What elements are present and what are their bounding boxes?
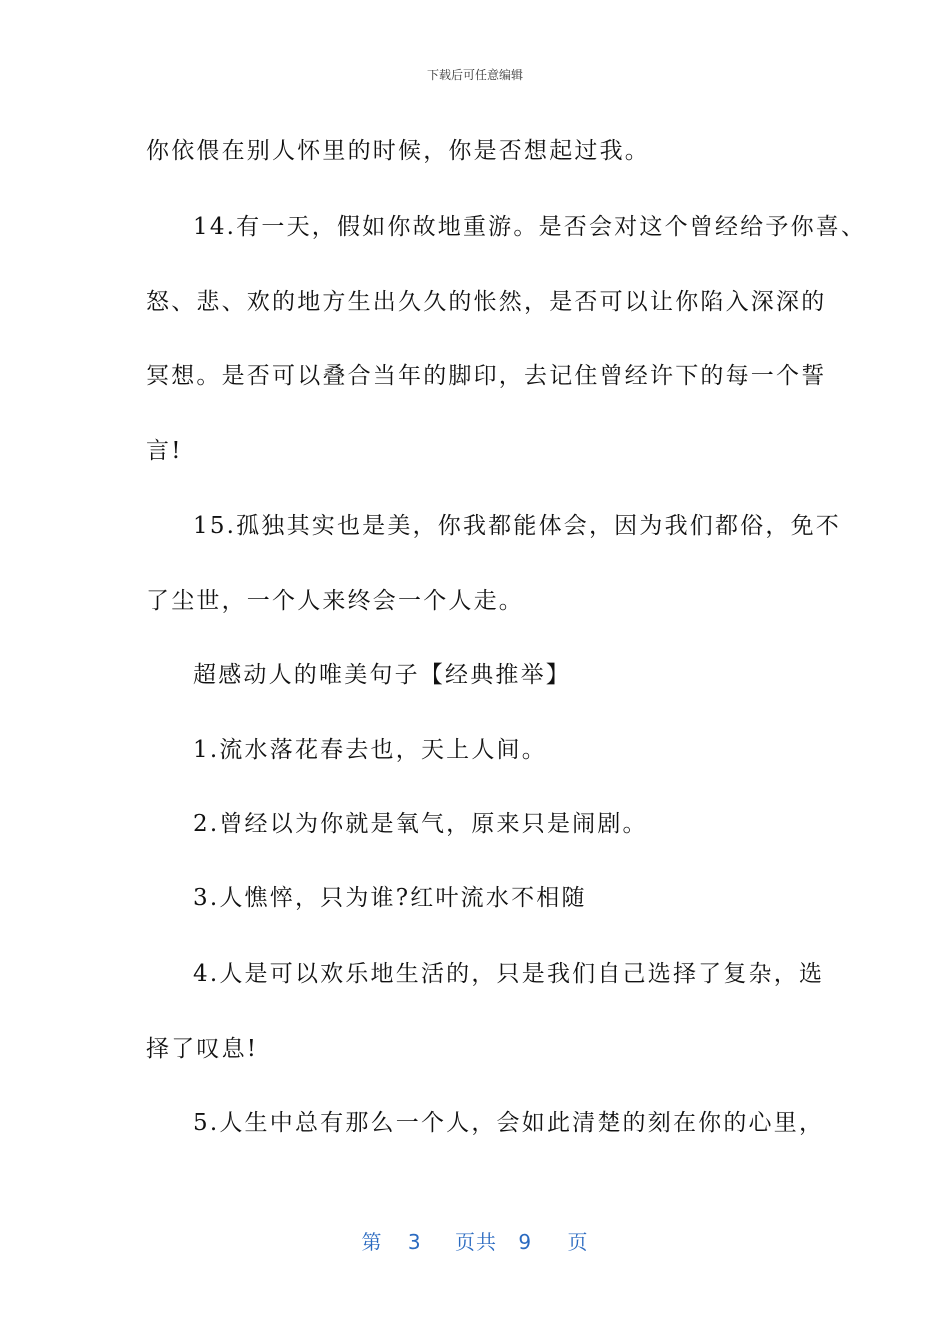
page-footer	[0, 1226, 950, 1255]
text-line: 择了叹息!	[146, 1036, 259, 1062]
list-item-4: 4.人是可以欢乐地生活的，只是我们自己选择了复杂，选	[193, 961, 825, 987]
footer-suffix: 页	[567, 1230, 589, 1254]
text-line: 冥想。是否可以叠合当年的脚印，去记住曾经许下的每一个誓	[146, 363, 827, 389]
list-item-1: 1.流水落花春去也，天上人间。	[193, 737, 547, 763]
section-heading: 超感动人的唯美句子【经典推举】	[193, 662, 571, 688]
total-pages-number: 9	[518, 1230, 533, 1254]
text-line: 言!	[146, 438, 183, 464]
text-line: 你依偎在别人怀里的时候，你是否想起过我。	[146, 138, 650, 164]
current-page-number: 3	[407, 1230, 422, 1254]
list-item-5: 5.人生中总有那么一个人，会如此清楚的刻在你的心里，	[193, 1110, 825, 1136]
text-line: 了尘世，一个人来终会一个人走。	[146, 588, 524, 614]
page-header: 下载后可任意编辑	[426, 68, 523, 82]
paragraph-14-line: 14.有一天，假如你故地重游。是否会对这个曾经给予你喜、	[193, 214, 867, 240]
list-item-3: 3.人憔悴，只为谁?红叶流水不相随	[193, 885, 587, 911]
footer-middle: 页共	[455, 1230, 497, 1254]
text-line: 怒、悲、欢的地方生出久久的怅然，是否可以让你陷入深深的	[146, 289, 827, 315]
paragraph-15-line: 15.孤独其实也是美，你我都能体会，因为我们都俗，免不	[193, 513, 841, 539]
footer-prefix: 第	[361, 1230, 383, 1254]
list-item-2: 2.曾经以为你就是氧气，原来只是闹剧。	[193, 811, 648, 837]
